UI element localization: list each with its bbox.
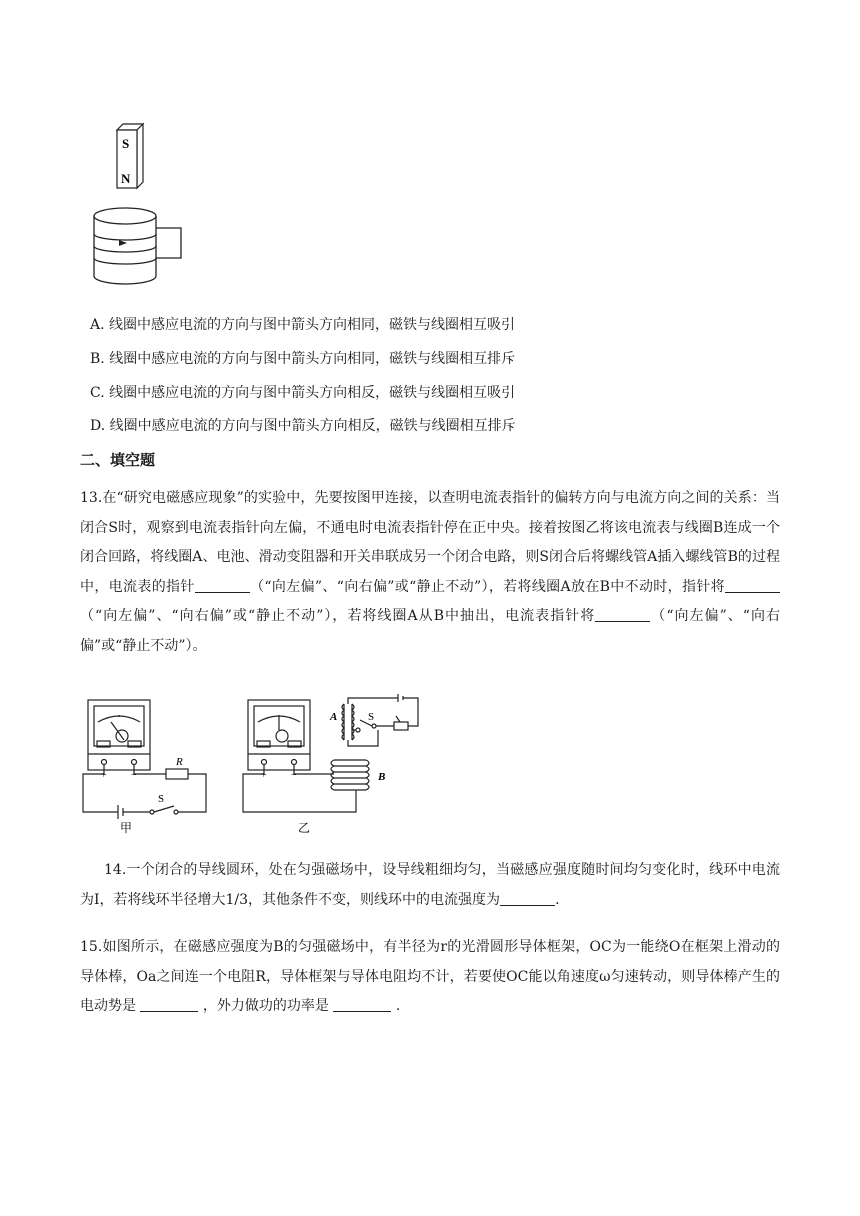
label-s-yi: S [368, 711, 375, 723]
label-s-jia: S [158, 793, 165, 805]
q14-text-1: 14.一个闭合的导线圆环，处在匀强磁场中，设导线粗细均匀，当磁感应强度随时间均匀变化时，线环中电流为I，若将线环半径增大1/3，其他条件不变，则线环中的电流强度为 [80, 862, 780, 908]
coil-a [342, 694, 418, 746]
label-a: A [330, 711, 338, 723]
galvanometer-jia [88, 700, 150, 770]
resistor-icon [166, 769, 188, 779]
question-15 [80, 933, 780, 1022]
q15-text-1: 15.如图所示，在磁感应强度为B的匀强磁场中，有半径为r的光滑圆形导体框架，OC为一能绕O在框架上滑动的导体棒，Oa之间连一个电阻R，导体框架与导体电阻均不计，若要使OC能以角速度ω匀速转动，则导体棒产生的电动势是 [80, 939, 780, 1014]
answer-blank [140, 997, 198, 1012]
option-c: C. 线圈中感应电流的方向与图中箭头方向相反，磁铁与线圈相互吸引 [90, 385, 516, 401]
magnet-pole-n: N [121, 171, 131, 186]
magnet-coil-figure [85, 118, 190, 288]
answer-blank [725, 578, 780, 593]
q15-text-3: . [395, 998, 401, 1014]
label-minus-yi: − [291, 770, 297, 781]
section-heading: 二、填空题 [80, 451, 156, 469]
option-b: B. 线圈中感应电流的方向与图中箭头方向相同，磁铁与线圈相互排斥 [90, 351, 516, 367]
label-plus-jia: + [101, 770, 107, 781]
rheostat-icon [394, 722, 408, 730]
q14-text-2: . [555, 891, 560, 908]
label-plus-yi: + [261, 770, 267, 781]
magnet-pole-s: S [122, 136, 130, 151]
label-b: B [378, 771, 386, 783]
question-14 [80, 856, 780, 915]
label-minus-jia: − [131, 770, 137, 781]
answer-blank [500, 891, 555, 906]
galvanometer-yi [248, 700, 310, 770]
q13-text-1: 13.在“研究电磁感应现象”的实验中，先要按图甲连接，以查明电流表指针的偏转方向与电流方向之间的关系：当闭合S时，观察到电流表指针向左偏，不通电时电流表指针停在正中央。接着按图乙将该电流表与线圈B连成一个闭合回路，将线圈A、电池、滑动变阻器和开关串联成另一个闭合电路，则S闭合后将螺线管A插入螺线管B的过程中，电流表的指针 [80, 490, 780, 595]
switch-icon [154, 806, 174, 812]
coil [94, 208, 181, 284]
q13-text-4: （“向左偏”、“向右偏”或“静止不动”）。 [80, 608, 780, 654]
circuit-figure [78, 692, 438, 837]
coil-b [328, 760, 369, 792]
answer-blank [195, 578, 250, 593]
label-jia: 甲 [120, 821, 133, 835]
q15-text-2: ，外力做功的功率是 [202, 998, 329, 1014]
option-d: D. 线圈中感应电流的方向与图中箭头方向相反，磁铁与线圈相互排斥 [90, 418, 516, 434]
option-a: A. 线圈中感应电流的方向与图中箭头方向相同，磁铁与线圈相互吸引 [90, 317, 516, 333]
question-13 [80, 484, 780, 661]
q13-text-2: （“向左偏”、“向右偏”或“静止不动”），若将线圈A放在B中不动时，指针将 [249, 578, 726, 595]
answer-blank [333, 997, 391, 1012]
current-arrow-icon [119, 240, 127, 246]
label-r: R [176, 756, 183, 768]
answer-blank [595, 607, 650, 622]
label-yi: 乙 [298, 821, 311, 835]
q13-text-3: （“向左偏”、“向右偏”或“静止不动”），若将线圈A从B中抽出，电流表指针将 [80, 608, 596, 624]
